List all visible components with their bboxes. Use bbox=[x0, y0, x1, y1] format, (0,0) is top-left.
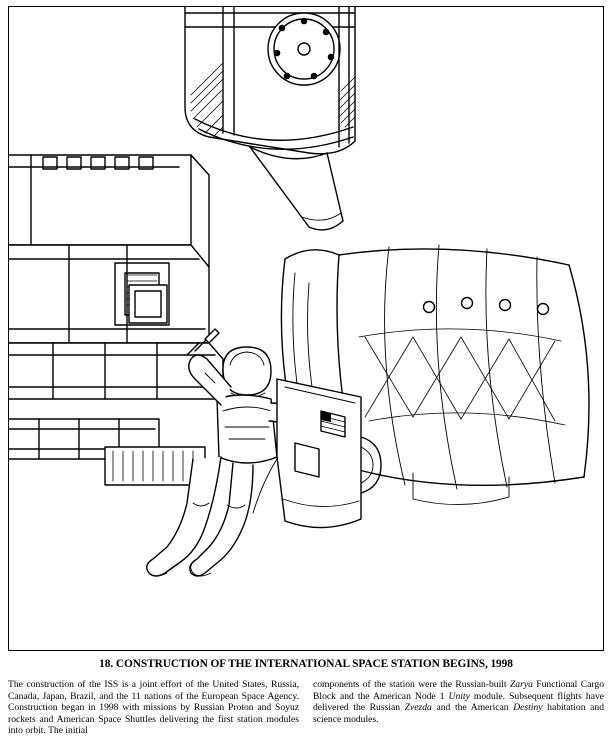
module-window bbox=[129, 285, 167, 323]
module-name-destiny: Destiny bbox=[513, 702, 543, 714]
body-paragraph-left: The construction of the ISS is a joint effort of the United States, Russia, Canada, Japan, Brazil, and the 11 nations of the European Space Agency. Construction began in 1998 with missions by Russian Proton and Soyuz rockets and American Space Shuttles delivering the first station modules into orbit. The initial bbox=[8, 679, 299, 737]
conical-adapter bbox=[250, 147, 343, 230]
node-module-box bbox=[277, 379, 381, 528]
text-run-1: components of the station were the Russian-built bbox=[313, 679, 510, 690]
lower-truss-arm bbox=[9, 419, 205, 485]
text-run-4: and the American bbox=[431, 702, 514, 714]
body-paragraph-right bbox=[313, 679, 604, 725]
top-module bbox=[185, 7, 355, 154]
text-run-2: Functional Cargo Block and the American Node 1 bbox=[313, 679, 604, 702]
illustration-frame bbox=[8, 6, 604, 651]
page-caption: 18. CONSTRUCTION OF THE INTERNATIONAL SPACE STATION BEGINS, 1998 bbox=[99, 658, 513, 670]
body-column-left bbox=[8, 679, 299, 737]
module-name-zarya: Zarya bbox=[509, 679, 533, 690]
module-name-unity: Unity bbox=[448, 690, 470, 702]
text-run-3: module. Subsequent flights have delivered the Russian bbox=[313, 690, 605, 714]
body-text bbox=[8, 679, 604, 737]
body-column-right bbox=[313, 679, 604, 737]
module-name-zvezda: Zvezda bbox=[404, 702, 432, 714]
iss-line-art bbox=[9, 7, 602, 649]
text-run-5: habitation and science modules. bbox=[313, 702, 604, 725]
